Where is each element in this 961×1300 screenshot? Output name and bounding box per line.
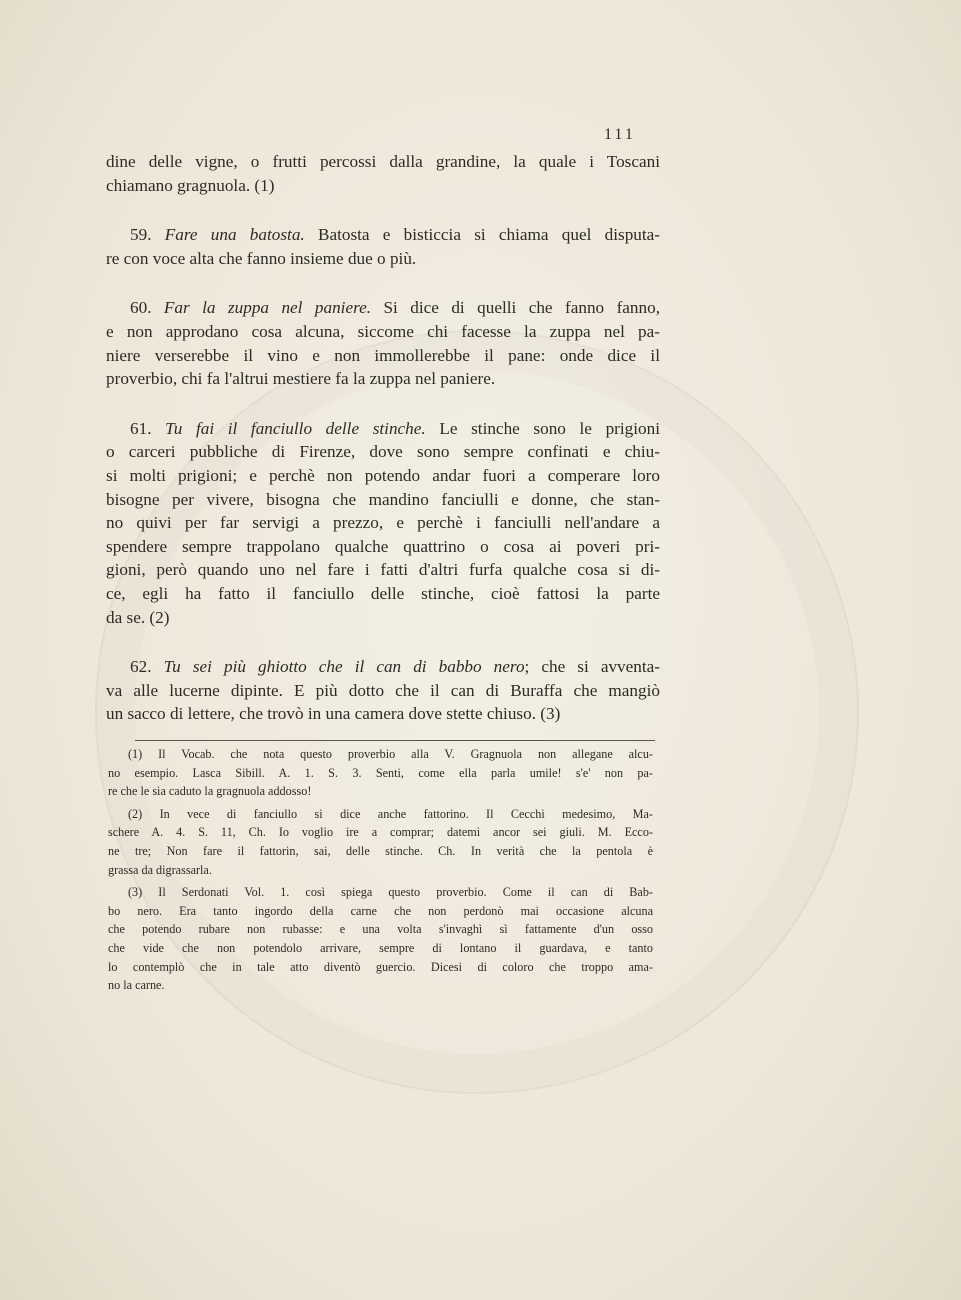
footnote-1 [108,745,653,801]
footnote-line: bo nero. Era tanto ingordo della carne che non perdonò mai occasione alcuna [108,903,653,918]
text-line [106,223,660,247]
footnote-line: no la carne. [108,978,165,993]
proverb-title: Fare una batosta. [164,225,305,245]
text-line: va alle lucerne dipinte. E più dotto che il can di Buraffa che mangiò [106,680,660,700]
proverb-62 [106,655,660,726]
footnote-line: (1) Il Vocab. che nota questo proverbio alla V. Gragnuola non allegane alcu- [128,747,653,761]
footnote-line: no esempio. Lasca Sibill. A. 1. S. 3. Senti, come ella parla umile! s'e' non pa- [108,765,653,780]
text-line: re con voce alta che fanno insieme due o più. [106,248,417,268]
footnote-line: ne tre; Non fare il fattorin, sai, delle stinche. Ch. In verità che la pentola è [108,843,653,858]
proverb-60 [106,296,660,390]
footnote-line: (2) In vece di fanciullo si dice anche fattorino. Il Cecchi medesimo, Ma- [128,806,653,821]
footnote-line: re che le sia caduto la gragnuola addosso! [108,784,312,799]
main-text [106,150,660,752]
footnote-line: grassa da digrassarla. [108,862,212,877]
footnote-3 [108,883,653,995]
proverb-number: 62. [130,657,152,677]
text-line: si molti prigioni; e perchè non potendo andar fuori a comperare loro [106,465,660,485]
text-line: da se. (2) [106,607,170,627]
text-line: e non approdano cosa alcuna, siccome chi facesse la zuppa nel pa- [106,321,660,341]
proverb-number: 61. [130,418,152,438]
proverb-61 [106,417,660,629]
footnote-line: che potendo rubare non rubasse: e una volta s'invaghì sì fattamente d'un osso [108,922,653,937]
footnote-2 [108,805,653,879]
text-line: no quivi per far servigi a prezzo, e perchè i fanciulli nell'andare a [106,513,660,533]
text-line: gioni, però quando uno nel fare i fatti d'altri furfa qualche cosa si di- [106,560,660,580]
footnote-line: che vide che non potendolo arrivare, sempre di lontano il guardava, e tanto [108,940,653,955]
proverb-number: 59. [130,225,152,245]
text-line: chiamano gragnuola. (1) [106,175,275,195]
page-number: 111 [604,126,636,143]
text-line [106,655,660,679]
text-line: spendere sempre trappolano qualche quattrino o cosa ai poveri pri- [106,536,660,556]
text-segment: Batosta e bisticcia si chiama quel disputa- [304,225,661,245]
text-line: ce, egli ha fatto il fanciullo delle stinche, cioè fattosi la parte [106,583,660,603]
footnote-line: lo contemplò che in tale atto diventò guercio. Dicesi di coloro che troppo ama- [108,959,653,974]
footnotes [108,745,653,999]
footnote-line: (3) Il Serdonati Vol. 1. così spiega questo proverbio. Come il can di Bab- [128,885,653,900]
paragraph-continuation [106,150,660,197]
footnote-divider [135,740,655,741]
text-line: o carceri pubbliche di Firenze, dove sono sempre confinati e chiu- [106,442,660,462]
text-segment: Le stinche sono le prigioni [425,418,660,438]
proverb-title: Tu sei più ghiotto che il can di babbo nero [163,657,525,677]
text-segment: ; che si avventa- [524,657,661,677]
text-line: dine delle vigne, o frutti percossi dalla grandine, la quale i Toscani [106,152,660,171]
text-line: proverbio, chi fa l'altrui mestiere fa la zuppa nel paniere. [106,369,496,389]
text-line: niere verserebbe il vino e non immollerebbe il pane: onde dice il [106,345,660,365]
text-line [106,296,660,320]
proverb-title: Tu fai il fanciullo delle stinche. [165,418,426,438]
text-line: bisogne per vivere, bisogna che mandino fanciulli e donne, che stan- [106,489,660,509]
text-segment: Si dice di quelli che fanno fanno, [371,298,660,318]
proverb-title: Far la zuppa nel paniere. [163,298,372,318]
footnote-line: schere A. 4. S. 11, Ch. Io voglio ire a comprar; datemi ancor sei giuli. M. Ecco- [108,825,653,840]
proverb-59 [106,223,660,270]
text-line: un sacco di lettere, che trovò in una camera dove stette chiuso. (3) [106,704,561,724]
proverb-number: 60. [130,298,152,318]
text-line [106,417,660,441]
